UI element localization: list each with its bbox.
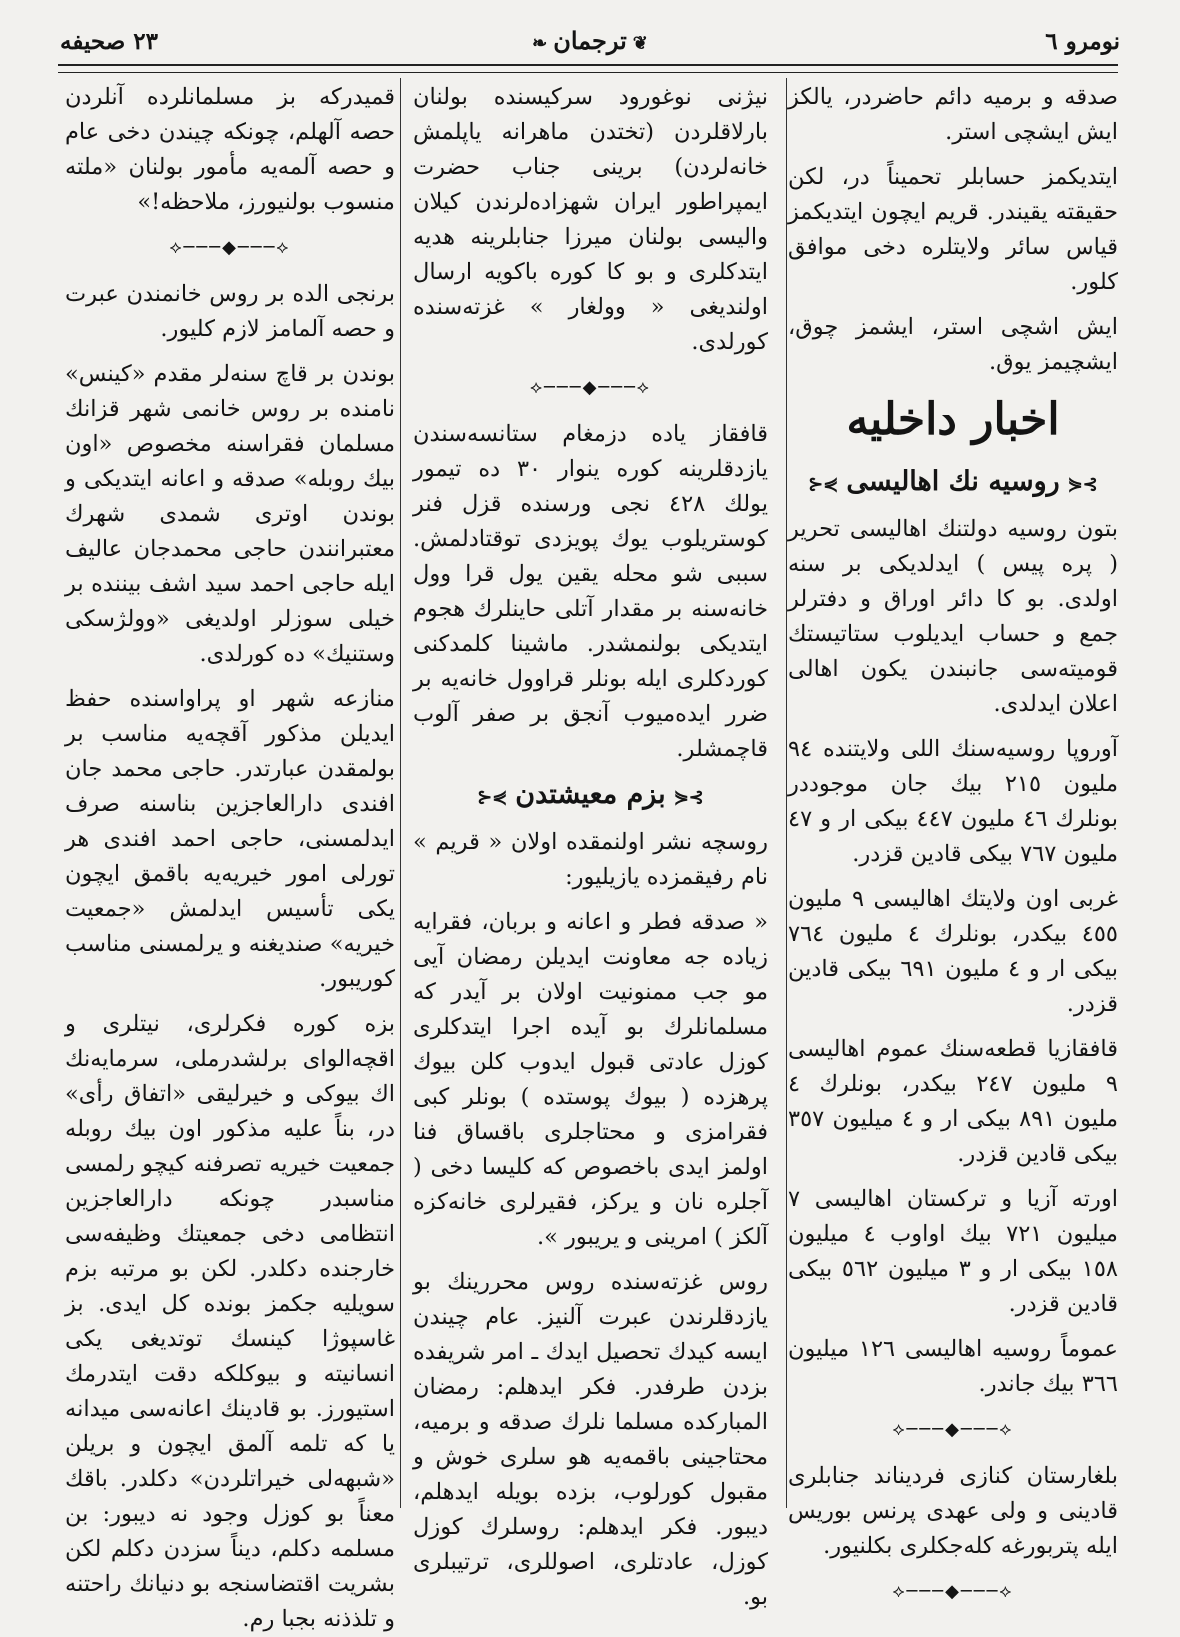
separator-icon: ⟡───◆───⟡ xyxy=(892,1419,1014,1440)
paragraph: صدقه و برمیه دائم حاضردر، یالکز ایش ایشچی استر. xyxy=(788,84,1118,145)
paragraph: بتون روسیه دولتنك اهالیسی تحریر ( پره پیس ) ایدلدیکی بر سنه اولدی. بو کا دائر اوراق و دفترلر جمع و حساب ایدیلوب ستاتیستك قومیته‌سی جانبندن یکون اهالی اعلان ایدلدی. xyxy=(788,516,1118,717)
paragraph: اورته آزیا و ترکستان اهالیسی ٧ میلیون ٧٢١ بیك اواوب ٤ میلیون ١٥٨ بیکی ار و ٣ میلیون ٥٦٢ بیکی قادین قزدر. xyxy=(788,1186,1119,1317)
paragraph: آوروپا روسیه‌سنك اللی ولایتنده ٩٤ ملیون ٢١٥ بیك جان موجوددر بونلرك ٤٦ ملیون ٤٤٧ بیکی ار و ٤٧ ملیون ٧٦٧ بیکی قادین قزدر. xyxy=(788,736,1118,867)
separator-icon: ⟡───◆───⟡ xyxy=(169,237,291,258)
paragraph: عموماً روسیه اهالیسی ١٢٦ میلیون ٣٦٦ بیك جاندر. xyxy=(788,1336,1118,1397)
paragraph: غربی اون ولایتك اهالیسی ٩ ملیون ٤٥٥ بیکدر، بونلرك ٤ ملیون ٧٦٤ بیکی ار و ٤ ملیون ٦٩١ بیکی قادین قزدر. xyxy=(788,886,1119,1017)
section-title: اخبار داخلیه xyxy=(846,394,1060,445)
issue-number: نومرو ٦ xyxy=(1045,28,1120,55)
column-left xyxy=(65,80,395,1632)
left-ornament-icon: ❦ xyxy=(632,33,648,54)
separator-icon: ⟡───◆───⟡ xyxy=(892,1581,1014,1602)
separator-icon: ⟡───◆───⟡ xyxy=(530,377,651,398)
paragraph: « صدقه فطر و اعانه و بربان، فقرایه زیاده جه معاونت ایدیلن رمضان آیی مو جب ممنونیت اولان بر آیدر که مسلمانلرك بو آیده اجرا ایتدکلری کوزل عادتی قبول ایدوب کلن بیوك پرهزده ( بیوك پوستده ) بونلر کبی فقرامزی و محتاجلری باقساق فنا اولمز ایدی باخصوص که کلیسا دخی ( آجلره نان و یرکز، فقیرلری خانه‌کزه آلکز ) امرینی و یریبور ». xyxy=(413,909,768,1250)
paragraph: بوندن بر قاچ سنه‌لر مقدم «کینس» نامنده بر روس خانمی شهر قزانك مسلمان فقراسنه مخصوص «اون بیك روبله» صدقه و اعانه ایتدیکی و بوندن اوتری شمدی شهرك معتبرانندن حاجی محمدجان عالیف ایله حاجی احمد سید اشف بیننده بر خیلی سوزلر اولدیغی «وولژسکی وستنیك» ده کورلدی. xyxy=(65,361,395,667)
paragraph: ایتدیکمز حسابلر تحمیناً در، لکن حقیقته یقیندر. قریم ایچون ایتدیکمز قیاس سائر ولایتلره دخی موافق کلور. xyxy=(788,164,1118,295)
right-ornament-icon: ❧ xyxy=(532,33,548,54)
paragraph: نیژنی نوغورود سرکیسنده بولنان بارلاقلردن (تختدن ماهرانه یاپلمش خانه‌لردن) برینی جناب حضرت ایمپراطور ایران شهزاده‌لرندن کیلان والیسی بولنان میرزا جنابلرینه هدیه ایتدکلری و بو کا کوره باکویه ارسال اولندیغی « وولغار » غزته‌سنده کورلدی. xyxy=(413,84,768,355)
flourish-icon: ⋟⊰ xyxy=(477,787,508,808)
paragraph: منازعه شهر او پراواسنده حفظ ایدیلن مذکور آقچه‌یه مناسب بر بولمقدن عبارتدر. حاجی محمد جان افندی دارالعاجزین بناسنه صرف ایدلمسنی، حاجی احمد افندی هر تورلی امور خیریه‌یه باقمق ایچون یکی تأسیس ایدلمش «جمعیت خیریه» صندیغنه و یرلمسنی مناسب کوریبور. xyxy=(65,686,395,992)
paragraph: بزه کوره فکرلری، نیتلری و اقچه‌الوای برلشدرملی، سرمایه‌نك اك بیوکی و خیرلیقی «اتفاق رأی» در، بناً علیه مذکور اون بیك روبله جمعیت خیریه تصرفنه کیچو رلمسی مناسبدر چونکه دارالعاجزین انتظامی دخی جمعیتك وظیفه‌سی خارجنده دکلدر. لکن بو مرتبه بزم سویلیه جکمز بونده کل ایدی. بز غاسپوژا کینسك توتدیغی یکی انسانیته و بیوکلکه دقت ایتدرمك استیورز. بو قادینك اعانه‌سی میدانه یا که تلمه آلمق ایچون و بریلن «شبهه‌لی خیراتلردن» دکلدر. باقك معناً بو کوزل وجود نه دیبور: بن مسلمه دکلم، دیناً سزدن دکلم لکن بشریت اقتضاسنجه بو دنیانك راحتنه و تلذذنه بجبا رم. xyxy=(65,1011,395,1632)
paragraph: قافقازیا قطعه‌سنك عموم اهالیسی ٩ ملیون ٢٤٧ بیکدر، بونلرك ٤ ملیون ٨٩١ بیکی ار و ٤ میلیون ٣٥٧ بیکی قادین قزدر. xyxy=(788,1036,1119,1167)
newspaper-title xyxy=(60,26,1120,55)
column-divider-left xyxy=(400,78,401,1508)
newspaper-name: ترجمان xyxy=(553,26,627,55)
article-title-text: بزم معیشتدن xyxy=(515,779,666,810)
paragraph: برنجی الده بر روس خانمندن عبرت و حصه آلمامز لازم کلیور. xyxy=(65,281,395,342)
column-right xyxy=(788,80,1119,1602)
article-title xyxy=(788,464,1118,502)
page-number: ٢٣ صحيفه xyxy=(60,28,159,55)
column-middle xyxy=(413,80,768,1610)
paragraph: روس غزته‌سنده روس محررینك بو یازدقلرندن عبرت آلنیز. عام چیندن ایسه کیدك تحصیل ایدك ـ امر شریفده بزدن طرفدر. فکر ایدهلم: رمضان المبارکده مسلما نلرك صدقه و برمیه، محتاجینی باقمه‌یه هو سلری خوش و مقبول کورلوب، بزده بویله ایدهلم، دیبور. فکر ایدهلم: روسلرك کوزل کوزل، عادتلری، اصوللری، ترتیبلری بو. xyxy=(413,1269,768,1610)
flourish-icon: ⊱⋞ xyxy=(1067,474,1098,495)
paragraph: قمیدرکه بز مسلمانلرده آنلردن حصه آلهلم، چونکه چیندن دخی عام و حصه آلمه‌یه مأمور بولنان «ملته منسوب بولنیورز، ملاحظه!» xyxy=(65,84,395,215)
paragraph: ایش اشچی استر، ایشمز چوق، ایشچیمز یوق. xyxy=(788,314,1118,375)
flourish-icon: ⊱⋞ xyxy=(673,787,704,808)
article-title-text: روسیه نك اهالیسی xyxy=(846,466,1060,497)
header-rule xyxy=(58,64,1118,73)
column-divider-right xyxy=(786,78,787,1508)
article-title xyxy=(413,777,768,815)
flourish-icon: ⋟⊰ xyxy=(808,474,839,495)
page-header xyxy=(60,22,1120,62)
paragraph: قافقاز یاده دزمغام ستانسه‌سندن یازدقلرینه کوره ینوار ٣٠ ده تیمور یولك ٤٢٨ نجی ورسنده قزل فنر کوستریلوب یوك پویزدی توقتادلمش. سببی شو محله یقین یول قرا وول خانه‌سنه بر مقدار آتلی حاینلرك هجوم ایتدیکی بولنمشدر. ماشینا کلمدکنی کوردکلری ایله بونلر قراوول خانه‌یه بر ضرر ایده‌میوب آنجق بر صفر آلوب قاچمشلر. xyxy=(413,421,768,762)
paragraph: روسچه نشر اولنمقده اولان « قریم » نام رفیقمزده یازیلیور: xyxy=(413,829,768,890)
paragraph: بلغارستان کنازی فردیناند جنابلری قادینی و ولی عهدی پرنس بوریس ایله پتربورغه کله‌جکلری بکلنیور. xyxy=(788,1463,1118,1559)
